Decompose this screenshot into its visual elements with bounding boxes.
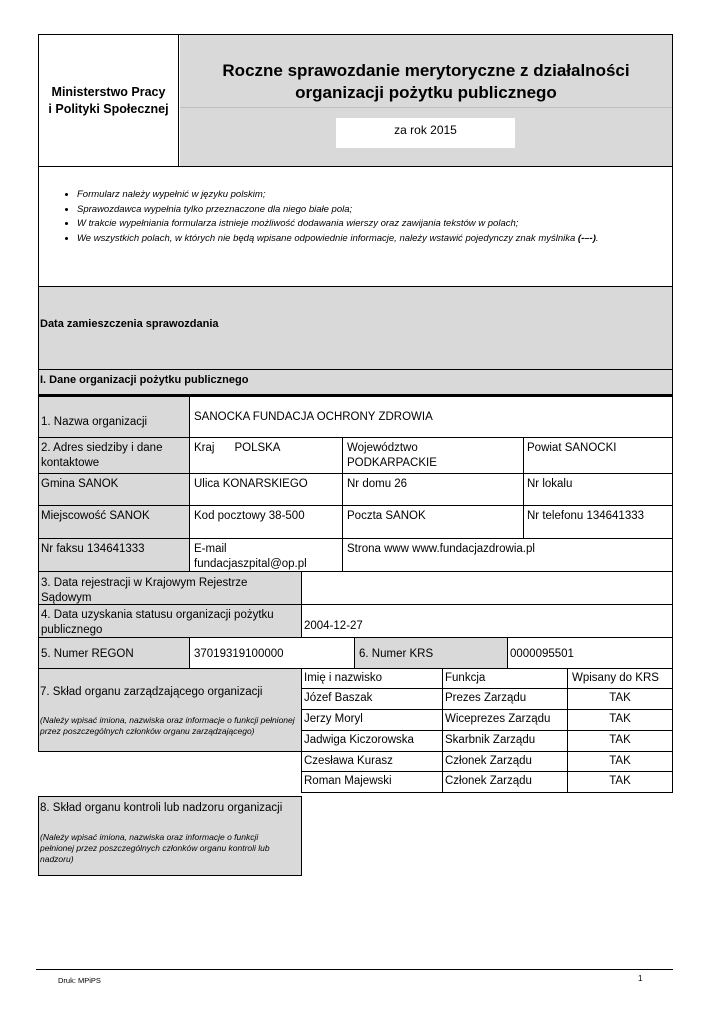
board-member-name[interactable] (301, 751, 443, 772)
board-member-krs[interactable] (567, 688, 673, 710)
board-member-function[interactable] (442, 771, 568, 793)
voivodeship-field[interactable] (342, 437, 524, 474)
board-member-krs-text: TAK (609, 775, 631, 787)
address-label (38, 437, 190, 474)
krs-registration-label (38, 571, 302, 605)
board-member-name-text: Czesława Kurasz (304, 755, 393, 767)
header-bottom-line (39, 166, 672, 167)
fax-field[interactable] (38, 538, 190, 572)
address-label-text: 2. Adres siedziby i dane kontaktowe (41, 442, 163, 469)
board-member-krs-text: TAK (609, 692, 631, 704)
opp-status-field[interactable] (301, 604, 673, 638)
board-header-function (442, 668, 568, 689)
board-member-function[interactable] (442, 751, 568, 772)
regon-value: 37019319100000 (194, 648, 284, 660)
board-label: 7. Skład organu zarządzającego organizacji (40, 686, 263, 698)
county-value: Powiat SANOCKI (527, 442, 617, 454)
postal-code-field[interactable] (189, 505, 343, 539)
instruction-text: We wszystkich polach, w których nie będą wpisane odpowiednie informacje, należy wstawić pojedynczy znak myślnika (77, 232, 576, 244)
krs-number-field[interactable] (507, 637, 673, 669)
board-member-function[interactable] (442, 688, 568, 710)
board-member-function-text: Członek Zarządu (445, 755, 532, 767)
postal-code-value: Kod pocztowy 38-500 (194, 510, 305, 522)
dash-symbol: (-–-) (577, 232, 596, 244)
org-name-label-text: 1. Nazwa organizacji (41, 416, 148, 428)
house-number-field[interactable] (342, 473, 524, 506)
board-member-function-text: Wiceprezes Zarządu (445, 713, 551, 725)
board-member-function-text: Prezes Zarządu (445, 692, 527, 704)
city-value: Miejscowość SANOK (41, 510, 150, 522)
board-member-krs[interactable] (567, 730, 673, 752)
instructions-list (39, 188, 672, 246)
street-value: Ulica KONARSKIEGO (194, 478, 308, 490)
board-member-name-text: Józef Baszak (304, 692, 373, 704)
apartment-number-value: Nr lokalu (527, 478, 573, 490)
board-member-name[interactable] (301, 688, 443, 710)
email-field[interactable] (189, 538, 343, 572)
country-field[interactable] (189, 437, 343, 474)
instruction-item: • W trakcie wypełniania formularza istnieje możliwość dodawania wierszy oraz zawijania tekstów w polach; (77, 217, 672, 232)
title-divider (180, 107, 672, 108)
city-field[interactable] (38, 505, 190, 539)
board-header-name-text: Imię i nazwisko (304, 672, 382, 684)
board-member-name-text: Jerzy Moryl (304, 713, 363, 725)
board-member-name-text: Jadwiga Kiczorowska (304, 734, 414, 746)
street-field[interactable] (189, 473, 343, 506)
board-member-krs-text: TAK (609, 734, 631, 746)
board-header-krs (567, 668, 673, 689)
regon-field[interactable] (189, 637, 355, 669)
instruction-item: • Formularz należy wypełnić w języku polskim; (77, 188, 672, 203)
commune-field[interactable] (38, 473, 190, 506)
supervisory-note: (Należy wpisać imiona, nazwiska oraz informacje o funkcji pełnionej przez poszczególnych członków organu kontroli lub nadzoru) (40, 832, 270, 864)
voivodeship-value: PODKARPACKIE (347, 457, 437, 469)
board-header-function-text: Funkcja (445, 672, 486, 684)
opp-status-label-text: 4. Data uzyskania statusu organizacji pożytku publicznego (41, 609, 274, 636)
krs-registration-field[interactable] (301, 571, 673, 605)
board-member-name[interactable] (301, 730, 443, 752)
org-name-label (38, 396, 190, 438)
page-title (180, 60, 672, 104)
website-value: Strona www www.fundacjazdrowia.pl (347, 543, 535, 555)
board-member-krs[interactable] (567, 709, 673, 731)
board-note: (Należy wpisać imiona, nazwiska oraz informacje o funkcji pełnionej przez poszczególnych członków organu zarządzającego) (40, 715, 295, 736)
board-member-krs-text: TAK (609, 755, 631, 767)
board-member-krs-text: TAK (609, 713, 631, 725)
board-member-name-text: Roman Majewski (304, 775, 392, 787)
opp-status-value: 2004-12-27 (304, 620, 363, 632)
org-name-value: SANOCKA FUNDACJA OCHRONY ZDROWIA (194, 411, 433, 423)
board-label-cell (38, 668, 302, 752)
krs-number-label-text: 6. Numer KRS (359, 648, 434, 660)
regon-label (38, 637, 190, 669)
voivodeship-label: Województwo (347, 442, 418, 454)
country-value: POLSKA (234, 442, 281, 454)
page-number: 1 (638, 974, 643, 983)
country-label: Kraj (194, 442, 215, 454)
krs-number-value: 0000095501 (510, 648, 574, 660)
krs-number-label (354, 637, 508, 669)
board-header-krs-text: Wpisany do KRS (572, 672, 659, 684)
report-year-field[interactable] (336, 118, 515, 148)
printer-label: Druk: MPiPS (58, 976, 101, 985)
email-value: E-mail fundacjaszpital@op.pl (194, 543, 307, 570)
board-member-function[interactable] (442, 730, 568, 752)
page-title-line1: Roczne sprawozdanie merytoryczne z działalności (222, 61, 630, 80)
fax-value: Nr faksu 134641333 (41, 543, 145, 555)
board-row-separator (38, 751, 302, 752)
board-member-krs[interactable] (567, 771, 673, 793)
house-number-value: Nr domu 26 (347, 478, 408, 490)
board-member-krs[interactable] (567, 751, 673, 772)
board-header-name (301, 668, 443, 689)
opp-status-label (38, 604, 302, 638)
supervisory-label: 8. Skład organu kontroli lub nadzoru organizacji (40, 802, 283, 814)
board-member-function-text: Członek Zarządu (445, 775, 532, 787)
instruction-item: • We wszystkich polach, w których nie będą wpisane odpowiednie informacje, należy wstawić pojedynczy znak myślnika (-–-). (77, 232, 672, 247)
board-member-name[interactable] (301, 709, 443, 731)
county-field[interactable] (523, 437, 673, 474)
phone-field[interactable] (523, 505, 673, 539)
publication-date-label: Data zamieszczenia sprawozdania (40, 318, 219, 330)
website-field[interactable] (342, 538, 673, 572)
post-office-field[interactable] (342, 505, 524, 539)
instruction-item: • Sprawozdawca wypełnia tylko przeznaczone dla niego białe pola; (77, 203, 672, 218)
commune-value: Gmina SANOK (41, 478, 119, 490)
section-title: I. Dane organizacji pożytku publicznego (40, 374, 249, 386)
footer-rule (36, 969, 673, 970)
report-year: za rok 2015 (394, 123, 457, 137)
board-member-function[interactable] (442, 709, 568, 731)
krs-registration-label-text: 3. Data rejestracji w Krajowym Rejestrze Sądowym (41, 577, 248, 604)
board-member-function-text: Skarbnik Zarządu (445, 734, 536, 746)
phone-value: Nr telefonu 134641333 (527, 510, 645, 522)
page-title-line2: organizacji pożytku publicznego (295, 83, 557, 102)
post-office-value: Poczta SANOK (347, 510, 426, 522)
apartment-number-field[interactable] (523, 473, 673, 506)
org-name-field[interactable] (189, 396, 673, 438)
ministry-name-line1: Ministerstwo Pracy (51, 85, 166, 99)
board-member-name[interactable] (301, 771, 443, 793)
ministry-cell (39, 35, 179, 166)
ministry-name-line2: i Polityki Społecznej (48, 102, 169, 116)
regon-label-text: 5. Numer REGON (41, 648, 134, 660)
